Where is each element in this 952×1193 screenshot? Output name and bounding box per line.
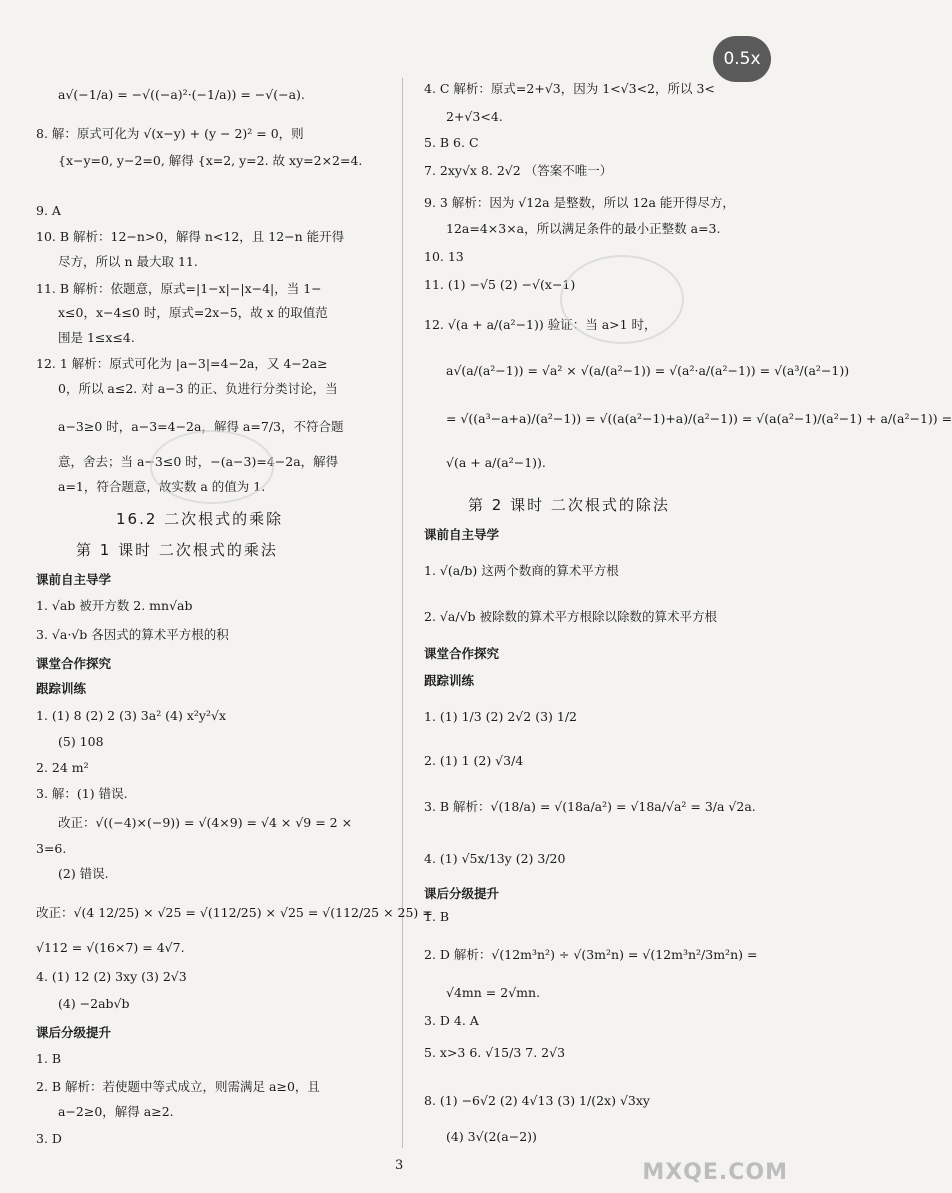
answer-line: {x−y=0, y−2=0, 解得 {x=2, y=2. 故 xy=2×2=4. xyxy=(58,153,363,168)
answer-line: a√(−1/a) = −√((−a)²·(−1/a)) = −√(−a). xyxy=(58,87,305,102)
answer-line: (2) 错误. xyxy=(58,866,109,881)
answer-line: 3. D 4. A xyxy=(424,1013,479,1028)
answer-line: 0，所以 a≤2. 对 a−3 的正、负进行分类讨论，当 xyxy=(58,381,338,396)
answer-line: 1. (1) 8 (2) 2 (3) 3a² (4) x²y²√x xyxy=(36,708,227,723)
answer-line: √4mn = 2√mn. xyxy=(446,985,541,1000)
answer-line: 3. D xyxy=(36,1131,62,1146)
watermark-stamp xyxy=(560,255,684,344)
answer-line: a−2≥0，解得 a≥2. xyxy=(58,1104,174,1119)
answer-line: 2. √a/√b 被除数的算术平方根除以除数的算术平方根 xyxy=(424,609,717,624)
section-title: 第 2 课时 二次根式的除法 xyxy=(468,496,670,514)
answer-line: 1. √(a/b) 这两个数商的算术平方根 xyxy=(424,563,619,578)
answer-line: a√(a/(a²−1)) = √a² × √(a/(a²−1)) = √(a²·a/(a²−1)) = √(a³/(a²−1)) xyxy=(446,363,850,378)
watermark-stamp xyxy=(150,430,274,504)
page-number: 3 xyxy=(395,1158,404,1173)
answer-line: 围是 1≤x≤4. xyxy=(58,330,135,345)
answer-line: 4. (1) √5x/13y (2) 3/20 xyxy=(424,851,566,866)
answer-line: 意，舍去；当 a−3≤0 时，−(a−3)=4−2a，解得 xyxy=(58,454,339,469)
section-title: 16.2 二次根式的乘除 xyxy=(116,510,284,528)
answer-line: 10. B 解析：12−n>0，解得 n<12，且 12−n 能开得 xyxy=(36,229,345,244)
answer-line: 8. (1) −6√2 (2) 4√13 (3) 1/(2x) √3xy xyxy=(424,1093,650,1108)
answer-line: 10. 13 xyxy=(424,249,464,264)
answer-line: √(a + a/(a²−1)). xyxy=(446,455,546,470)
answer-line: = √((a³−a+a)/(a²−1)) = √((a(a²−1)+a)/(a²−1)) = √(a(a²−1)/(a²−1) + a/(a²−1)) = xyxy=(446,411,952,426)
answer-line: 1. B xyxy=(424,909,450,924)
answer-line: 2+√3<4. xyxy=(446,109,503,124)
answer-line: 3=6. xyxy=(36,841,67,856)
answer-line: 尽方，所以 n 最大取 11. xyxy=(58,254,198,269)
answer-line: 9. A xyxy=(36,203,61,218)
answer-line: 5. x>3 6. √15/3 7. 2√3 xyxy=(424,1045,566,1060)
section-heading: 课前自主导学 xyxy=(424,527,500,542)
answer-line: 1. (1) 1/3 (2) 2√2 (3) 1/2 xyxy=(424,709,577,724)
section-heading: 跟踪训练 xyxy=(424,673,475,688)
section-heading: 课后分级提升 xyxy=(36,1025,112,1040)
answer-line: 1. B xyxy=(36,1051,62,1066)
answer-line: √112 = √(16×7) = 4√7. xyxy=(36,940,185,955)
answer-line: 2. B 解析：若使题中等式成立，则需满足 a≥0，且 xyxy=(36,1079,320,1094)
answer-line: 2. 24 m² xyxy=(36,760,89,775)
answer-line: 8. 解：原式可化为 √(x−y) + (y − 2)² = 0，则 xyxy=(36,126,304,141)
answer-line: 9. 3 解析：因为 √12a 是整数，所以 12a 能开得尽方， xyxy=(424,195,735,210)
answer-line: a−3≥0 时，a−3=4−2a，解得 a=7/3，不符合题 xyxy=(58,419,344,434)
answer-line: 12. √(a + a/(a²−1)) 验证：当 a>1 时， xyxy=(424,317,657,332)
answer-line: 3. √a·√b 各因式的算术平方根的积 xyxy=(36,627,229,642)
answer-line: 4. (1) 12 (2) 3xy (3) 2√3 xyxy=(36,969,187,984)
answer-line: 3. 解：(1) 错误. xyxy=(36,786,128,801)
answer-line: a=1，符合题意，故实数 a 的值为 1. xyxy=(58,479,266,494)
answer-line: 12. 1 解析：原式可化为 |a−3|=4−2a，又 4−2a≥ xyxy=(36,356,328,371)
answer-line: 改正：√((−4)×(−9)) = √(4×9) = √4 × √9 = 2 × xyxy=(58,815,353,830)
answer-line: (4) 3√(2(a−2)) xyxy=(446,1129,537,1144)
answer-line: x≤0，x−4≤0 时，原式=2x−5，故 x 的取值范 xyxy=(58,305,328,320)
section-heading: 课前自主导学 xyxy=(36,572,112,587)
answer-line: (4) −2ab√b xyxy=(58,996,130,1011)
column-divider xyxy=(402,78,403,1148)
answer-line: 7. 2xy√x 8. 2√2 （答案不唯一） xyxy=(424,163,613,178)
answer-line: 改正：√(4 12/25) × √25 = √(112/25) × √25 = √(112/25 × 25) = xyxy=(36,905,433,920)
answer-line: 2. (1) 1 (2) √3/4 xyxy=(424,753,524,768)
answer-line: 11. (1) −√5 (2) −√(x−1) xyxy=(424,277,576,292)
answer-line: 11. B 解析：依题意，原式=|1−x|−|x−4|，当 1− xyxy=(36,281,322,296)
answer-line: 3. B 解析：√(18/a) = √(18a/a²) = √18a/√a² = 3/a √2a. xyxy=(424,799,756,814)
section-heading: 跟踪训练 xyxy=(36,681,87,696)
answer-line: 2. D 解析：√(12m³n²) ÷ √(3m²n) = √(12m³n²/3m²n) = xyxy=(424,947,758,962)
section-heading: 课后分级提升 xyxy=(424,886,500,901)
answer-line: 5. B 6. C xyxy=(424,135,479,150)
answer-line: 1. √ab 被开方数 2. mn√ab xyxy=(36,598,193,613)
answer-line: 12a=4×3×a，所以满足条件的最小正整数 a=3. xyxy=(446,221,721,236)
section-title: 第 1 课时 二次根式的乘法 xyxy=(76,541,278,559)
answer-line: (5) 108 xyxy=(58,734,104,749)
section-heading: 课堂合作探究 xyxy=(36,656,112,671)
answer-line: 4. C 解析：原式=2+√3，因为 1<√3<2，所以 3< xyxy=(424,81,715,96)
section-heading: 课堂合作探究 xyxy=(424,646,500,661)
zoom-level-badge[interactable]: 0.5x xyxy=(713,36,771,82)
site-watermark: MXQE.COM xyxy=(642,1160,788,1185)
